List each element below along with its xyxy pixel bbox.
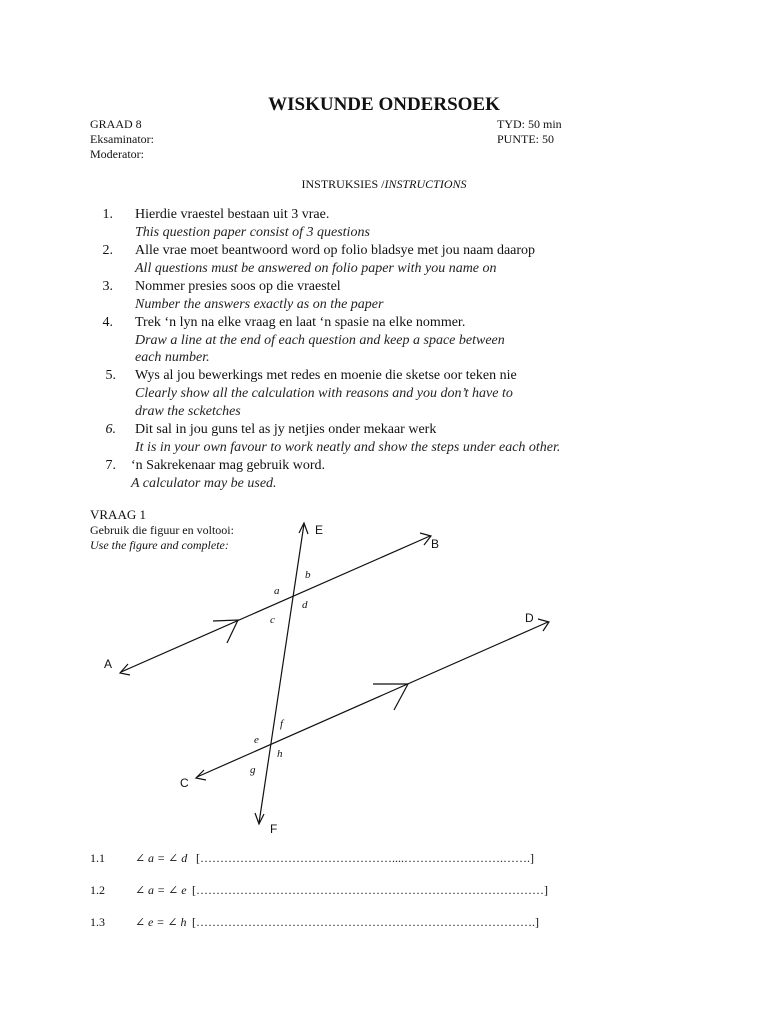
examiner-label: Eksaminator: (90, 132, 154, 146)
angle-label-d: d (302, 599, 308, 611)
angle-label-e: e (254, 734, 259, 746)
time-label: TYD: 50 min (497, 117, 562, 131)
instruction-number: 6. (105, 422, 116, 437)
arrowhead-d (538, 619, 549, 631)
line-cd (197, 622, 548, 777)
instruction-en: A calculator may be used. (131, 476, 277, 491)
answer-number: 1.3 (90, 915, 105, 929)
instruction-number: 2. (102, 243, 113, 258)
answer-blank-line[interactable]: [………………………………………………………………………….] (192, 915, 539, 929)
point-label-d: D (525, 611, 534, 625)
angle-label-f: f (280, 718, 284, 730)
answer-blank-line[interactable]: […………………………………………....…………………….…….] (196, 851, 534, 865)
instruction-number: 1. (102, 207, 113, 222)
instruction-en: This question paper consist of 3 questions (135, 225, 370, 240)
line-ab (121, 536, 430, 672)
instruction-af: Nommer presies soos op die vraestel (135, 279, 341, 294)
marks-label: PUNTE: 50 (497, 132, 554, 146)
question-prompt-af: Gebruik die figuur en voltooi: (90, 523, 234, 537)
instruction-af: Hierdie vraestel bestaan uit 3 vrae. (135, 207, 330, 222)
instruction-number: 7. (105, 458, 116, 473)
instruction-number: 5. (105, 368, 116, 383)
point-label-a: A (104, 657, 113, 671)
question-label: VRAAG 1 (90, 507, 146, 522)
instructions-heading-en: INSTRUCTIONS (384, 177, 467, 191)
point-label-e: E (315, 523, 324, 537)
point-label-b: B (431, 537, 440, 551)
line-ef (259, 524, 304, 823)
point-label-f: F (270, 822, 278, 836)
answer-blank-line[interactable]: [……………………………………………………………………………] (192, 883, 548, 897)
answer-number: 1.1 (90, 851, 105, 865)
instructions-heading-af: INSTRUKSIES / (301, 177, 385, 191)
instruction-en: It is in your own favour to work neatly and show the steps under each other. (135, 440, 561, 455)
parallel-marker-ab (213, 620, 238, 643)
angle-label-g: g (250, 764, 256, 776)
instruction-af: Dit sal in jou guns tel as jy netjies onder mekaar werk (135, 422, 437, 437)
instruction-af: Alle vrae moet beantwoord word op folio bladsye met jou naam daarop (135, 243, 536, 258)
instruction-af: ‘n Sakrekenaar mag gebruik word. (131, 458, 325, 473)
answer-statement: ∠ a = ∠ e (135, 883, 187, 897)
page-title: WISKUNDE ONDERSOEK (268, 94, 500, 115)
point-label-c: C (180, 776, 189, 790)
instruction-en: All questions must be answered on folio paper with you name on (135, 261, 497, 276)
instruction-en: Draw a line at the end of each question and keep a space between (135, 333, 505, 348)
instruction-en: Number the answers exactly as on the paper (135, 297, 384, 312)
angle-label-b: b (305, 569, 311, 581)
answer-statement: ∠ e = ∠ h (135, 915, 187, 929)
answer-statement: ∠ a = ∠ d (135, 851, 188, 865)
instruction-en: Clearly show all the calculation with reasons and you don’t have to (135, 386, 513, 401)
answer-number: 1.2 (90, 883, 105, 897)
instruction-number: 3. (102, 279, 113, 294)
instruction-af: Wys al jou bewerkings met redes en moenie die sketse oor teken nie (135, 368, 517, 383)
angle-label-a: a (274, 585, 280, 597)
arrowhead-b (420, 533, 431, 545)
instruction-af: Trek ‘n lyn na elke vraag en laat ‘n spasie na elke nommer. (135, 315, 466, 330)
angle-label-h: h (277, 748, 283, 760)
instruction-en-cont: each number. (135, 350, 210, 365)
grade-label: GRAAD 8 (90, 117, 142, 131)
instruction-number: 4. (102, 315, 113, 330)
question-prompt-en: Use the figure and complete: (90, 538, 229, 552)
instruction-en-cont: draw the scketches (135, 404, 241, 419)
angle-label-c: c (270, 614, 275, 626)
moderator-label: Moderator: (90, 147, 144, 161)
arrowhead-a (120, 664, 130, 675)
